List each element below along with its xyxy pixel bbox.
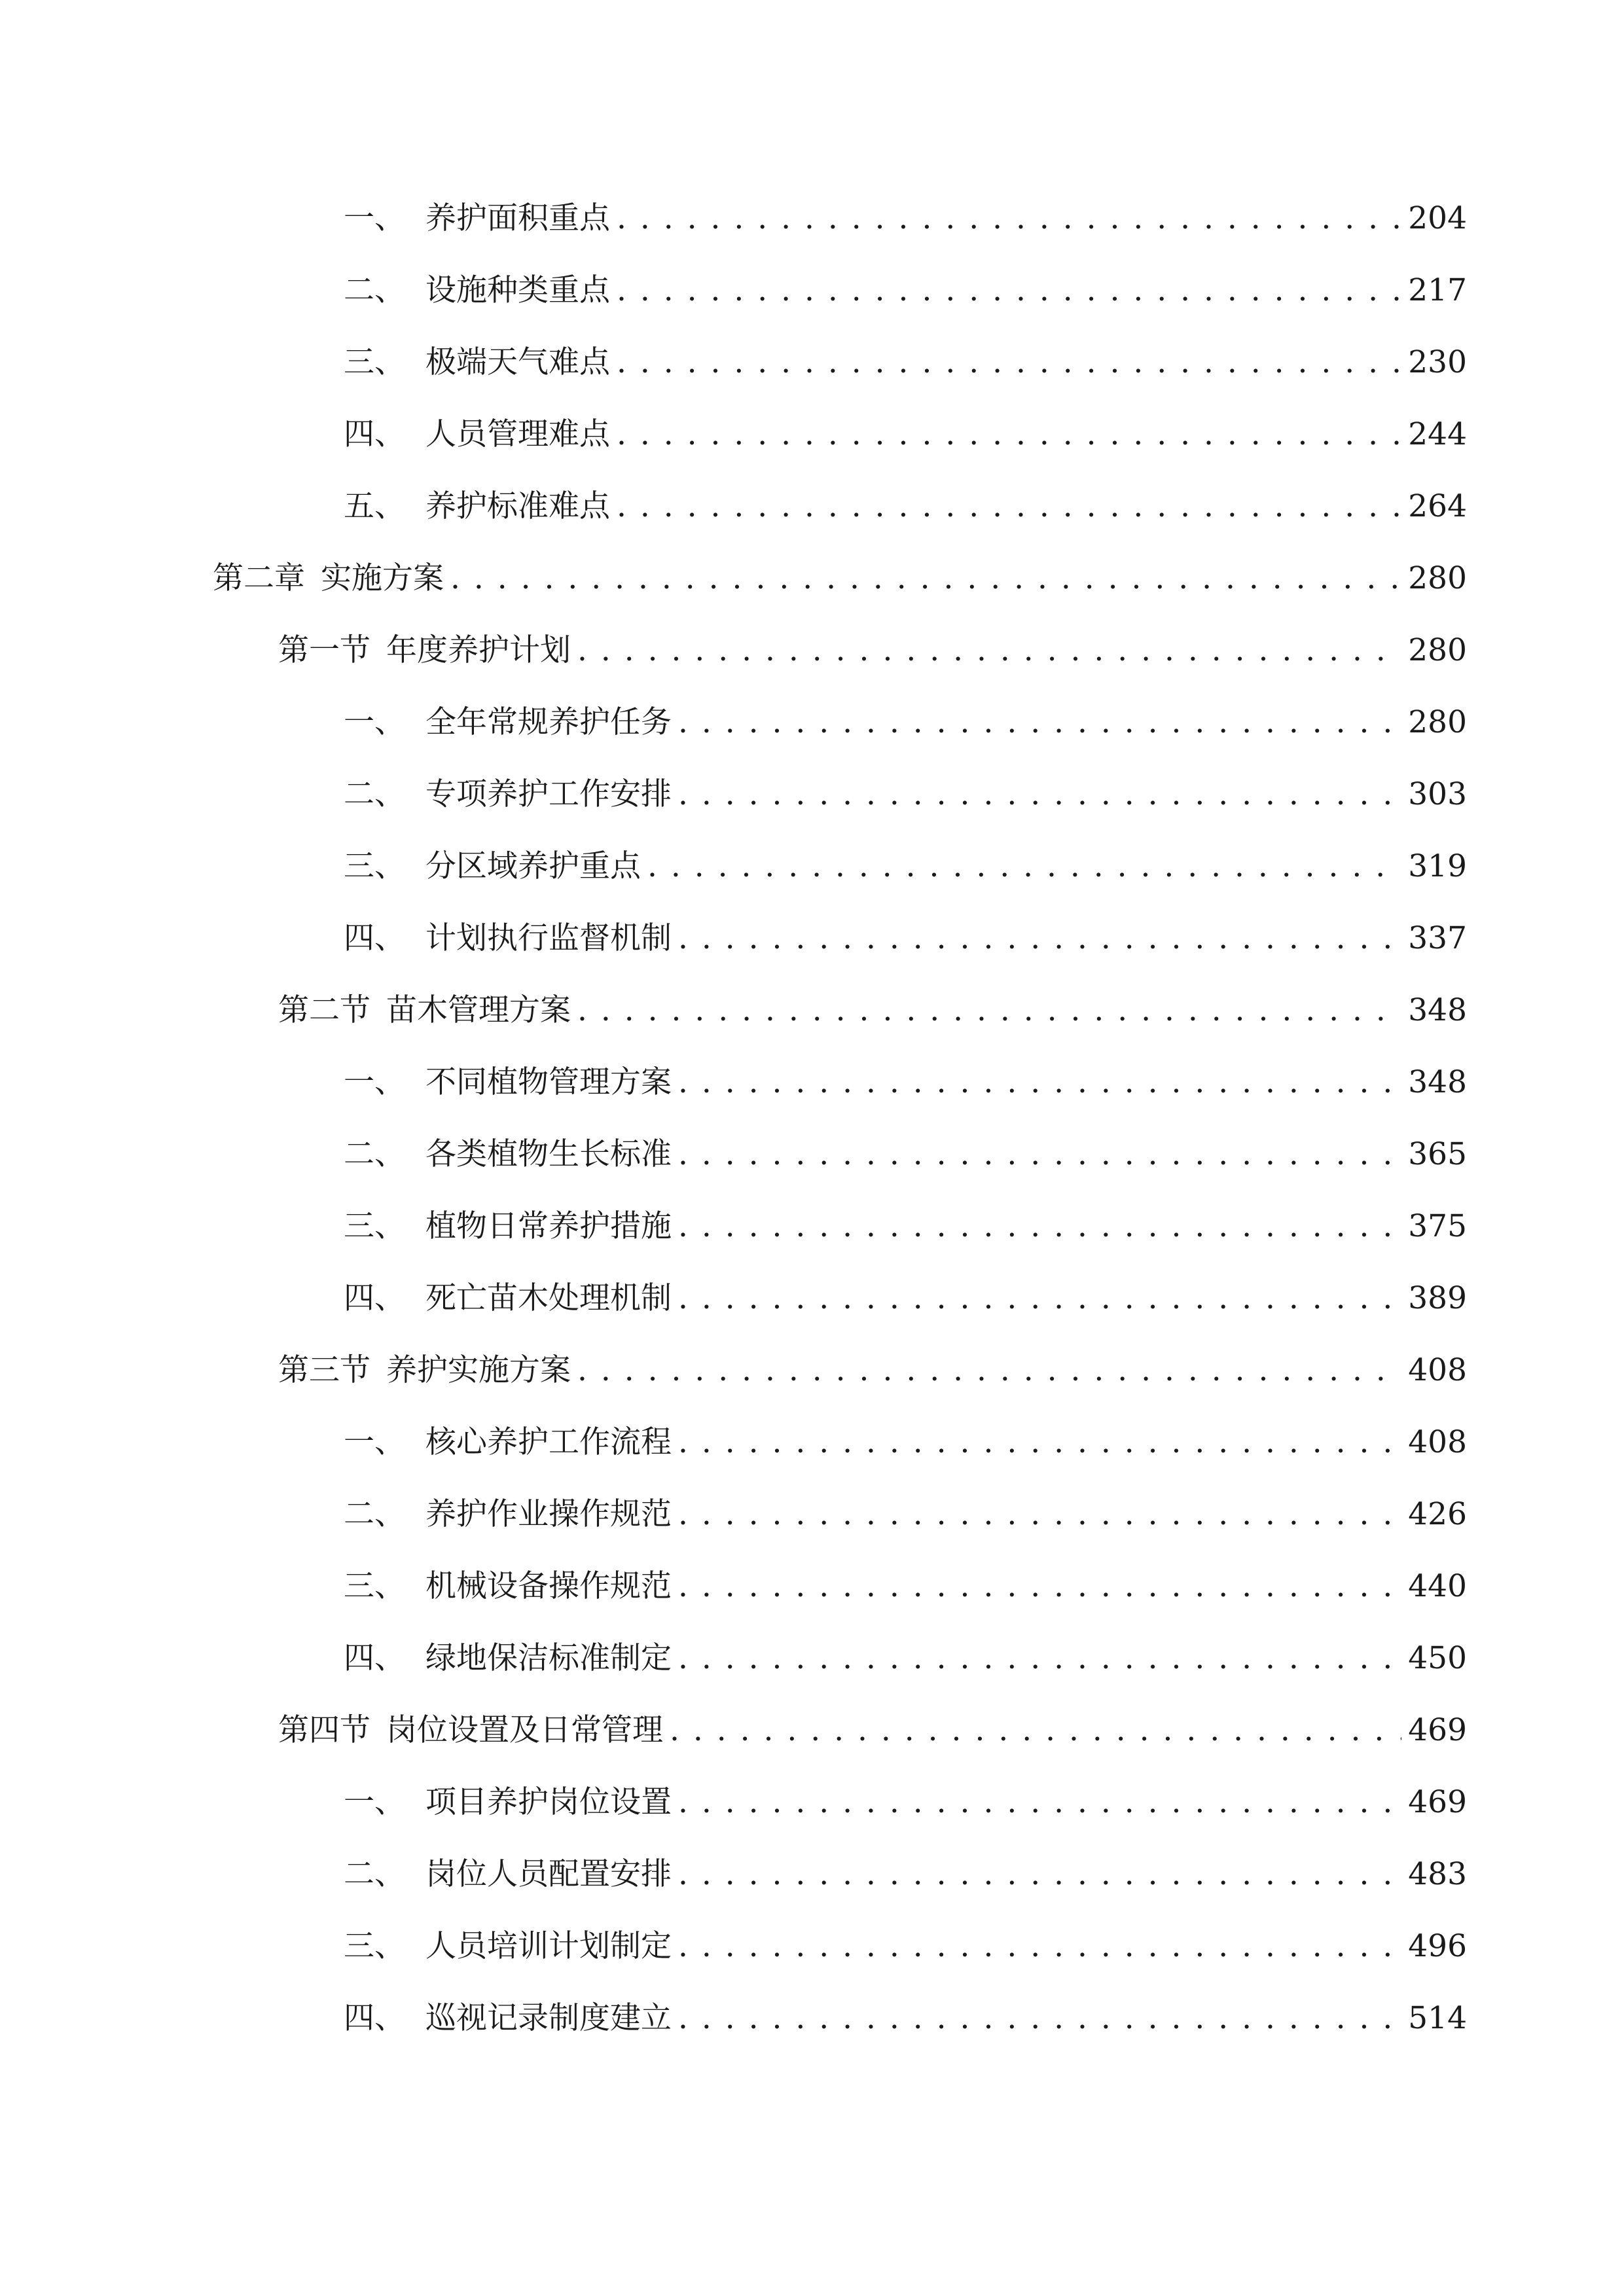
dot-leader bbox=[678, 1992, 1401, 2045]
dot-leader bbox=[678, 1056, 1401, 1109]
toc-entry-title: 不同植物管理方案 bbox=[425, 1064, 672, 1100]
toc-entry-page: 496 bbox=[1408, 1928, 1467, 1964]
toc-entry-number: 三、 bbox=[344, 1568, 405, 1604]
toc-entry-title: 专项养护工作安排 bbox=[425, 776, 672, 812]
toc-entry-number: 二、 bbox=[344, 1136, 405, 1172]
toc-entry-number: 第三节 bbox=[278, 1352, 370, 1388]
toc-entry-page: 469 bbox=[1408, 1784, 1467, 1820]
toc-entry[interactable] bbox=[344, 912, 1467, 965]
toc-entry-number: 第二节 bbox=[278, 992, 370, 1028]
toc-entry-number: 一、 bbox=[344, 704, 405, 740]
toc-entry[interactable] bbox=[344, 1560, 1467, 1613]
toc-entry-page: 303 bbox=[1408, 776, 1467, 812]
toc-entry[interactable] bbox=[344, 264, 1467, 317]
toc-entry-title: 绿地保洁标准制定 bbox=[425, 1640, 672, 1676]
toc-entry[interactable] bbox=[344, 840, 1467, 893]
dot-leader bbox=[577, 984, 1401, 1037]
toc-entry-page: 280 bbox=[1408, 704, 1467, 740]
toc-entry-page: 408 bbox=[1408, 1424, 1467, 1460]
dot-leader bbox=[678, 912, 1401, 965]
toc-entry-title: 养护实施方案 bbox=[386, 1352, 571, 1388]
toc-entry-title: 全年常规养护任务 bbox=[425, 704, 672, 740]
toc-entry[interactable] bbox=[344, 1056, 1467, 1109]
toc-entry[interactable] bbox=[344, 408, 1467, 461]
toc-entry-number: 三、 bbox=[344, 344, 405, 380]
toc-entry-page: 280 bbox=[1408, 560, 1467, 596]
toc-entry-number: 二、 bbox=[344, 776, 405, 812]
dot-leader bbox=[577, 624, 1401, 677]
dot-leader bbox=[647, 840, 1401, 893]
toc-entry-title: 人员培训计划制定 bbox=[425, 1928, 672, 1964]
dot-leader bbox=[678, 1488, 1401, 1541]
toc-entry-title: 计划执行监督机制 bbox=[425, 920, 672, 956]
toc-entry[interactable] bbox=[344, 192, 1467, 245]
dot-leader bbox=[678, 1560, 1401, 1613]
toc-entry[interactable] bbox=[344, 480, 1467, 533]
dot-leader bbox=[678, 696, 1401, 749]
toc-entry-title: 核心养护工作流程 bbox=[425, 1424, 672, 1460]
dot-leader bbox=[678, 1272, 1401, 1325]
toc-entry-number: 一、 bbox=[344, 1424, 405, 1460]
dot-leader bbox=[678, 1200, 1401, 1253]
dot-leader bbox=[450, 552, 1401, 605]
toc-entry-page: 375 bbox=[1408, 1208, 1467, 1244]
toc-section-entry[interactable] bbox=[278, 1344, 1467, 1397]
toc-entry[interactable] bbox=[344, 1920, 1467, 1973]
dot-leader bbox=[670, 1704, 1401, 1757]
toc-entry-number: 五、 bbox=[344, 488, 405, 524]
toc-entry-title: 各类植物生长标准 bbox=[425, 1136, 672, 1172]
toc-entry-number: 四、 bbox=[344, 2000, 405, 2036]
toc-entry[interactable] bbox=[344, 1848, 1467, 1901]
toc-entry-title: 养护面积重点 bbox=[425, 200, 610, 236]
toc-entry-number: 第四节 bbox=[278, 1712, 370, 1748]
toc-entry-number: 二、 bbox=[344, 1856, 405, 1892]
toc-entry-page: 348 bbox=[1408, 1064, 1467, 1100]
toc-entry[interactable] bbox=[344, 1416, 1467, 1469]
dot-leader bbox=[617, 336, 1401, 389]
dot-leader bbox=[678, 1416, 1401, 1469]
toc-entry-page: 204 bbox=[1408, 200, 1467, 236]
toc-entry-number: 一、 bbox=[344, 1064, 405, 1100]
toc-entry-page: 319 bbox=[1408, 848, 1467, 884]
dot-leader bbox=[577, 1344, 1401, 1397]
toc-entry-title: 养护标准难点 bbox=[425, 488, 610, 524]
toc-entry-number: 一、 bbox=[344, 200, 405, 236]
toc-entry-number: 四、 bbox=[344, 920, 405, 956]
dot-leader bbox=[678, 1848, 1401, 1901]
toc-entry-page: 483 bbox=[1408, 1856, 1467, 1892]
toc-entry[interactable] bbox=[344, 1128, 1467, 1181]
toc-entry-number: 第二章 bbox=[213, 560, 305, 596]
toc-entry-title: 项目养护岗位设置 bbox=[425, 1784, 672, 1820]
toc-entry[interactable] bbox=[344, 1632, 1467, 1685]
toc-entry-page: 426 bbox=[1408, 1496, 1467, 1532]
toc-entry[interactable] bbox=[344, 1488, 1467, 1541]
dot-leader bbox=[617, 408, 1401, 461]
dot-leader bbox=[678, 1128, 1401, 1181]
toc-entry-title: 极端天气难点 bbox=[425, 344, 610, 380]
toc-entry-number: 四、 bbox=[344, 1640, 405, 1676]
toc-entry-title: 机械设备操作规范 bbox=[425, 1568, 672, 1604]
toc-entry-page: 217 bbox=[1408, 272, 1467, 308]
toc-entry-page: 408 bbox=[1408, 1352, 1467, 1388]
toc-entry-page: 450 bbox=[1408, 1640, 1467, 1676]
toc-entry-number: 三、 bbox=[344, 848, 405, 884]
toc-entry[interactable] bbox=[344, 1776, 1467, 1829]
toc-entry-page: 389 bbox=[1408, 1280, 1467, 1316]
toc-entry-page: 244 bbox=[1408, 416, 1467, 452]
toc-entry-page: 440 bbox=[1408, 1568, 1467, 1604]
toc-entry-title: 年度养护计划 bbox=[386, 632, 571, 668]
dot-leader bbox=[678, 1632, 1401, 1685]
toc-entry-number: 二、 bbox=[344, 272, 405, 308]
dot-leader bbox=[678, 768, 1401, 821]
dot-leader bbox=[617, 264, 1401, 317]
toc-section-entry[interactable] bbox=[278, 984, 1467, 1037]
dot-leader bbox=[617, 192, 1401, 245]
toc-entry-number: 二、 bbox=[344, 1496, 405, 1532]
toc-entry-number: 三、 bbox=[344, 1208, 405, 1244]
dot-leader bbox=[617, 480, 1401, 533]
toc-entry-title: 人员管理难点 bbox=[425, 416, 610, 452]
toc-section-entry[interactable] bbox=[278, 624, 1467, 677]
toc-entry[interactable] bbox=[344, 336, 1467, 389]
toc-chapter-entry[interactable] bbox=[213, 552, 1467, 605]
toc-entry-page: 230 bbox=[1408, 344, 1467, 380]
dot-leader bbox=[678, 1776, 1401, 1829]
toc-entry-title: 养护作业操作规范 bbox=[425, 1496, 672, 1532]
toc-entry-title: 植物日常养护措施 bbox=[425, 1208, 672, 1244]
toc-entry-page: 264 bbox=[1408, 488, 1467, 524]
toc-entry-page: 365 bbox=[1408, 1136, 1467, 1172]
toc-entry[interactable] bbox=[344, 1992, 1467, 2045]
toc-entry[interactable] bbox=[344, 696, 1467, 749]
toc-entry-page: 337 bbox=[1408, 920, 1467, 956]
toc-entry-page: 348 bbox=[1408, 992, 1467, 1028]
toc-entry-title: 分区域养护重点 bbox=[425, 848, 641, 884]
toc-entry-number: 四、 bbox=[344, 1280, 405, 1316]
toc-entry-number: 三、 bbox=[344, 1928, 405, 1964]
toc-entry[interactable] bbox=[344, 768, 1467, 821]
toc-entry-number: 第一节 bbox=[278, 632, 370, 668]
toc-entry-title: 苗木管理方案 bbox=[386, 992, 571, 1028]
dot-leader bbox=[678, 1920, 1401, 1973]
toc-entry-page: 469 bbox=[1408, 1712, 1467, 1748]
toc-entry-page: 514 bbox=[1408, 2000, 1467, 2036]
toc-entry[interactable] bbox=[344, 1200, 1467, 1253]
toc-entry-title: 设施种类重点 bbox=[425, 272, 610, 308]
toc-entry-page: 280 bbox=[1408, 632, 1467, 668]
toc-entry-title: 巡视记录制度建立 bbox=[425, 2000, 672, 2036]
toc-entry-title: 死亡苗木处理机制 bbox=[425, 1280, 672, 1316]
toc-entry-title: 实施方案 bbox=[321, 560, 444, 596]
toc-entry-title: 岗位设置及日常管理 bbox=[386, 1712, 663, 1748]
toc-entry-number: 一、 bbox=[344, 1784, 405, 1820]
toc-entry-title: 岗位人员配置安排 bbox=[425, 1856, 672, 1892]
toc-section-entry[interactable] bbox=[278, 1704, 1467, 1757]
toc-entry-number: 四、 bbox=[344, 416, 405, 452]
toc-entry[interactable] bbox=[344, 1272, 1467, 1325]
